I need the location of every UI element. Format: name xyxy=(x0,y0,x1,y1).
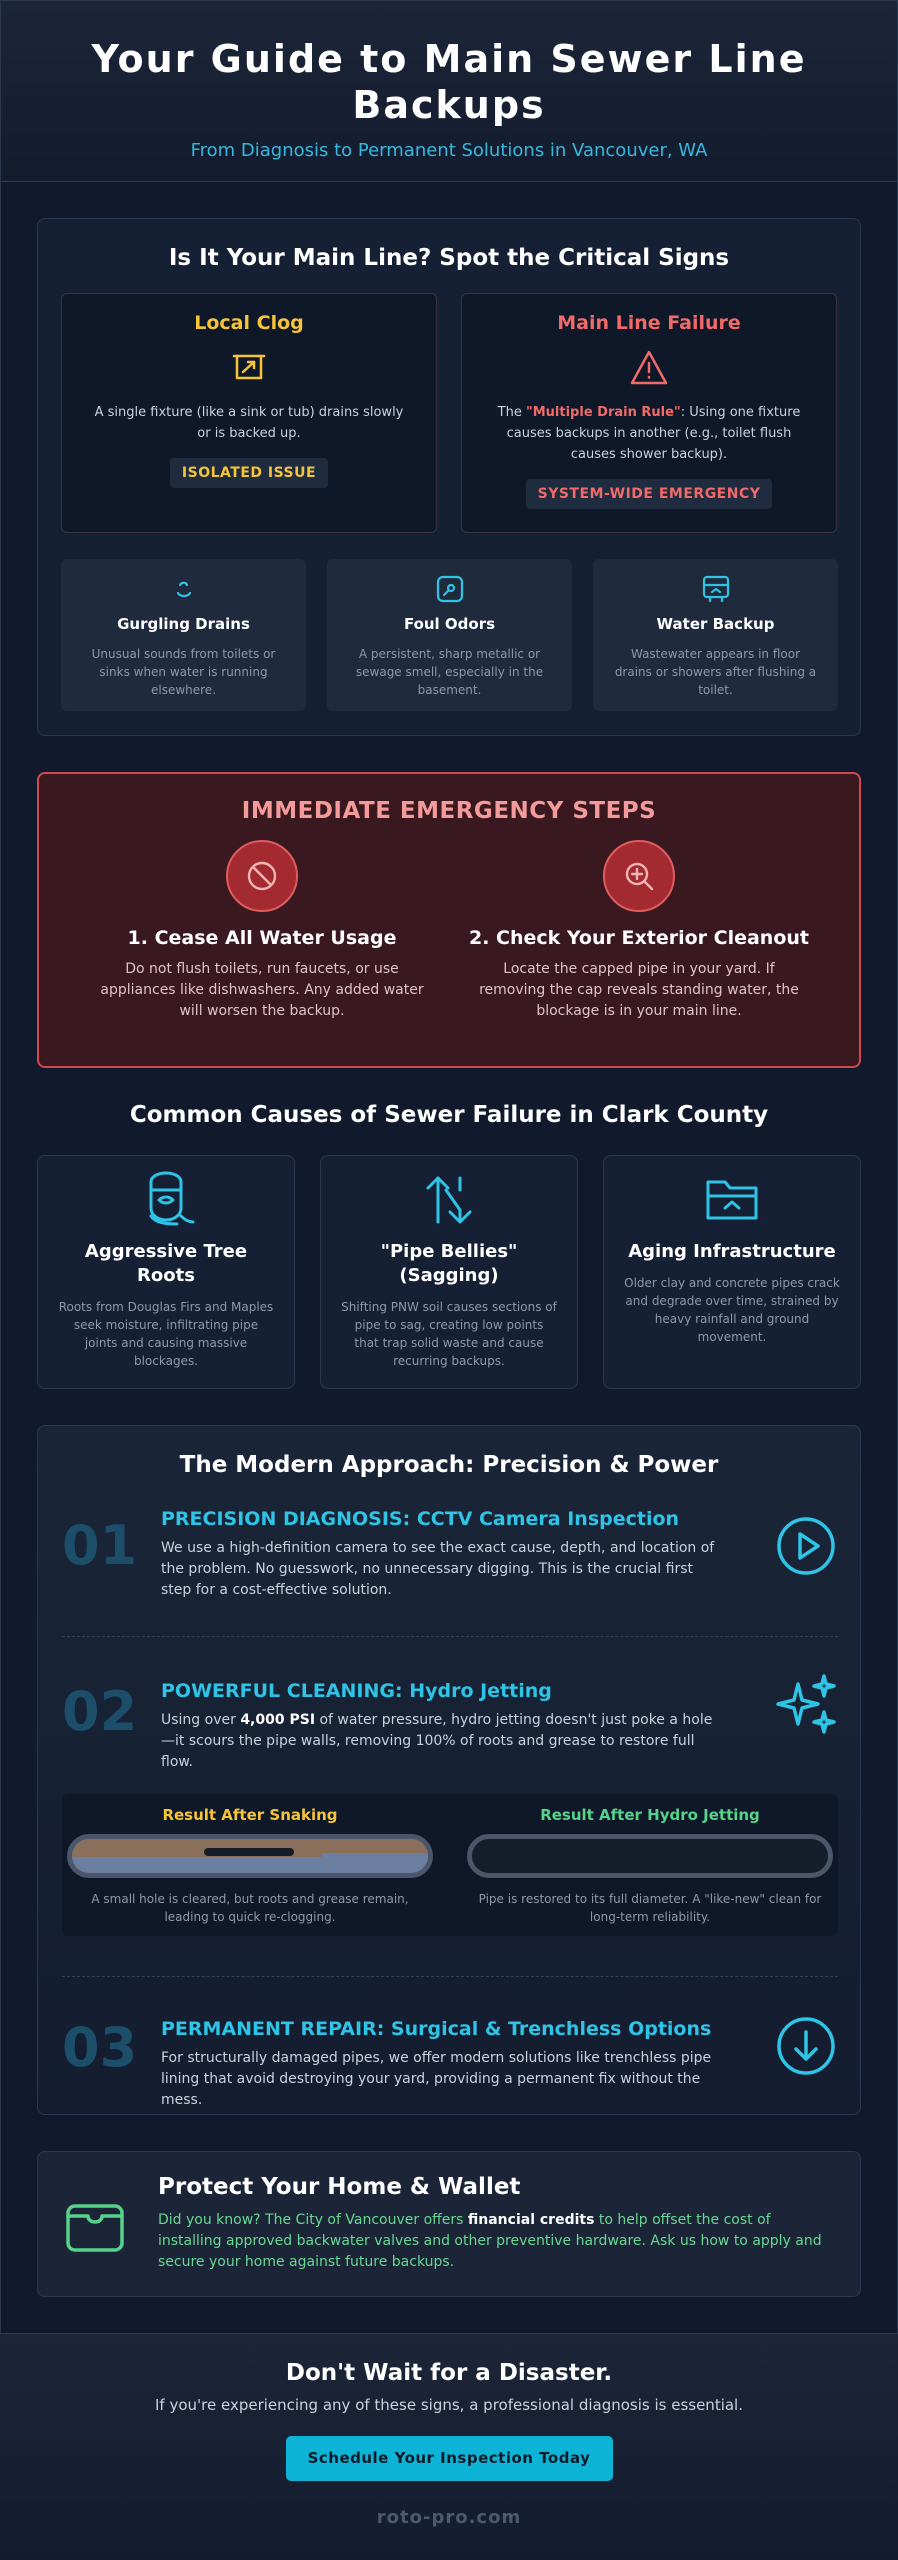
wallet-icon xyxy=(64,2200,126,2256)
call-to-action-footer xyxy=(0,2333,898,2560)
play-circle-icon xyxy=(774,1514,838,1578)
snaked-pipe-graphic xyxy=(67,1834,433,1878)
snaking-result-text: A small hole is cleared, but roots and grease remain, leading to quick re-clogging. xyxy=(91,1892,409,1924)
local-clog-title: Local Clog xyxy=(194,312,304,334)
tree-roots-card xyxy=(37,1155,295,1389)
main-line-failure-card xyxy=(461,293,837,533)
psi-value: 4,000 PSI xyxy=(240,1712,316,1728)
section-divider xyxy=(62,1976,838,1977)
step-text: We use a high-definition camera to see the exact cause, depth, and location of the problem. No guesswork, no unnecessary digging. This is the crucial first step for a cost-effective solution. xyxy=(161,1540,715,1598)
swap-arrows-icon xyxy=(420,1170,478,1228)
multiple-drain-rule: "Multiple Drain Rule" xyxy=(525,405,681,420)
gurgling-drains-title: Gurgling Drains xyxy=(117,615,250,633)
rule-intro: The xyxy=(497,405,526,420)
gurgling-drains-text: Unusual sounds from toilets or sinks when water is running elsewhere. xyxy=(91,647,276,697)
emergency-step-1 xyxy=(77,840,447,1022)
cta-title: Don't Wait for a Disaster. xyxy=(285,2360,613,2386)
jetting-result xyxy=(462,1806,838,1926)
pipe-bellies-text: Shifting PNW soil causes sections of pipe to sag, creating low points that trap solid waste and cause recurring backups. xyxy=(341,1300,557,1368)
step-powerful-cleaning xyxy=(62,1680,838,1780)
backup-icon xyxy=(700,573,732,605)
cleared-hole xyxy=(204,1848,294,1856)
local-clog-card xyxy=(61,293,437,533)
system-emergency-badge: SYSTEM-WIDE EMERGENCY xyxy=(526,479,773,509)
water-backup-card xyxy=(593,559,838,711)
arrow-down-circle-icon xyxy=(774,2014,838,2078)
step-number: 01 xyxy=(62,1514,138,1577)
step-text: For structurally damaged pipes, we offer modern solutions like trenchless pipe lining that avoid destroying your yard, providing a permanent fix without the mess. xyxy=(161,2050,712,2108)
main-line-failure-title: Main Line Failure xyxy=(557,312,741,334)
jetting-result-title: Result After Hydro Jetting xyxy=(540,1806,760,1824)
water-backup-title: Water Backup xyxy=(656,615,775,633)
protect-intro: Did you know? The City of Vancouver offers xyxy=(158,2212,468,2228)
magnify-plus-icon xyxy=(603,840,675,912)
emergency-step-2 xyxy=(454,840,824,1022)
tree-roots-text: Roots from Douglas Firs and Maples seek moisture, infiltrating pipe joints and causing massive blockages. xyxy=(58,1300,274,1368)
section-divider xyxy=(62,1636,838,1637)
step-title: PRECISION DIAGNOSIS: CCTV Camera Inspection xyxy=(161,1508,680,1530)
jetting-explanation: of water pressure, hydro jetting doesn't just poke a hole—it scours the pipe walls, removing 100% of roots and grease to restore full flow. xyxy=(161,1712,713,1770)
gurgling-drains-card xyxy=(61,559,306,711)
clean-pipe-graphic xyxy=(467,1834,833,1878)
pipe-bellies-card xyxy=(320,1155,578,1389)
tree-roots-title: Aggressive Tree Roots xyxy=(84,1241,248,1286)
aging-infrastructure-card xyxy=(603,1155,861,1389)
causes-heading: Common Causes of Sewer Failure in Clark County xyxy=(129,1102,769,1128)
modern-approach-section xyxy=(37,1425,861,2115)
foul-odors-text: A persistent, sharp metallic or sewage smell, especially in the basement. xyxy=(355,647,544,697)
emergency-heading: IMMEDIATE EMERGENCY STEPS xyxy=(241,798,657,824)
foul-odors-title: Foul Odors xyxy=(403,615,496,633)
jetting-intro: Using over xyxy=(161,1712,241,1728)
snaking-result xyxy=(62,1806,438,1926)
page-title: Your Guide to Main Sewer Line Backups xyxy=(91,37,807,127)
warning-triangle-icon xyxy=(629,348,669,388)
step-text xyxy=(161,1710,721,1773)
emergency-step-2-title: 2. Check Your Exterior Cleanout xyxy=(469,927,809,949)
brand-domain[interactable]: roto-pro.com xyxy=(376,2507,522,2528)
protect-home-section xyxy=(37,2151,861,2297)
snaking-result-title: Result After Snaking xyxy=(162,1806,338,1824)
page-subtitle: From Diagnosis to Permanent Solutions in Vancouver, WA xyxy=(190,140,708,161)
local-clog-text: A single fixture (like a sink or tub) drains slowly or is backed up. xyxy=(94,405,404,441)
isolated-issue-badge: ISOLATED ISSUE xyxy=(170,458,328,488)
jetting-result-text: Pipe is restored to its full diameter. A "like-new" clean for long-term reliability. xyxy=(478,1892,822,1924)
sink-clog-icon xyxy=(229,348,269,388)
step-title: POWERFUL CLEANING: Hydro Jetting xyxy=(161,1680,552,1702)
rule-explanation: : Using one fixture causes backups in another (e.g., toilet flush causes shower backup). xyxy=(506,405,801,462)
protect-text xyxy=(158,2210,838,2273)
protect-details: to help offset the cost of installing approved backwater valves and other preventive hardware. Ask us how to apply and secure your home against future backups. xyxy=(158,2212,822,2270)
step-permanent-repair xyxy=(62,2016,838,2108)
modern-heading: The Modern Approach: Precision & Power xyxy=(179,1452,719,1478)
main-line-failure-text xyxy=(492,402,806,465)
pipe-bellies-title: "Pipe Bellies" (Sagging) xyxy=(380,1241,518,1286)
aging-infrastructure-title: Aging Infrastructure xyxy=(628,1241,836,1262)
folder-icon xyxy=(703,1170,761,1228)
gurgle-icon xyxy=(168,573,200,605)
financial-credits: financial credits xyxy=(467,2212,595,2228)
emergency-step-1-title: 1. Cease All Water Usage xyxy=(127,927,397,949)
signs-heading: Is It Your Main Line? Spot the Critical Signs xyxy=(168,245,730,271)
emergency-step-2-text: Locate the capped pipe in your yard. If removing the cap reveals standing water, the blockage is in your main line. xyxy=(479,961,799,1019)
sparkles-icon xyxy=(774,1672,838,1736)
emergency-step-1-text: Do not flush toilets, run faucets, or use appliances like dishwashers. Any added water will worsen the backup. xyxy=(100,961,424,1019)
aging-infrastructure-text: Older clay and concrete pipes crack and degrade over time, strained by heavy rainfall and ground movement. xyxy=(624,1276,840,1344)
water-backup-text: Wastewater appears in floor drains or showers after flushing a toilet. xyxy=(614,647,817,697)
schedule-inspection-button[interactable]: Schedule Your Inspection Today xyxy=(286,2436,613,2481)
step-title: PERMANENT REPAIR: Surgical & Trenchless Options xyxy=(161,2018,712,2040)
foul-odors-card xyxy=(327,559,572,711)
step-precision-diagnosis xyxy=(62,1506,838,1616)
step-number: 02 xyxy=(62,1680,138,1743)
step-number: 03 xyxy=(62,2016,138,2079)
prohibited-icon xyxy=(226,840,298,912)
emergency-steps-section xyxy=(37,772,861,1068)
protect-title: Protect Your Home & Wallet xyxy=(158,2174,521,2200)
odor-icon xyxy=(434,573,466,605)
cta-text: If you're experiencing any of these signs, a professional diagnosis is essential. xyxy=(154,2396,743,2414)
cleaning-comparison xyxy=(62,1794,838,1936)
critical-signs-section xyxy=(37,218,861,736)
tree-roots-icon xyxy=(137,1170,195,1228)
